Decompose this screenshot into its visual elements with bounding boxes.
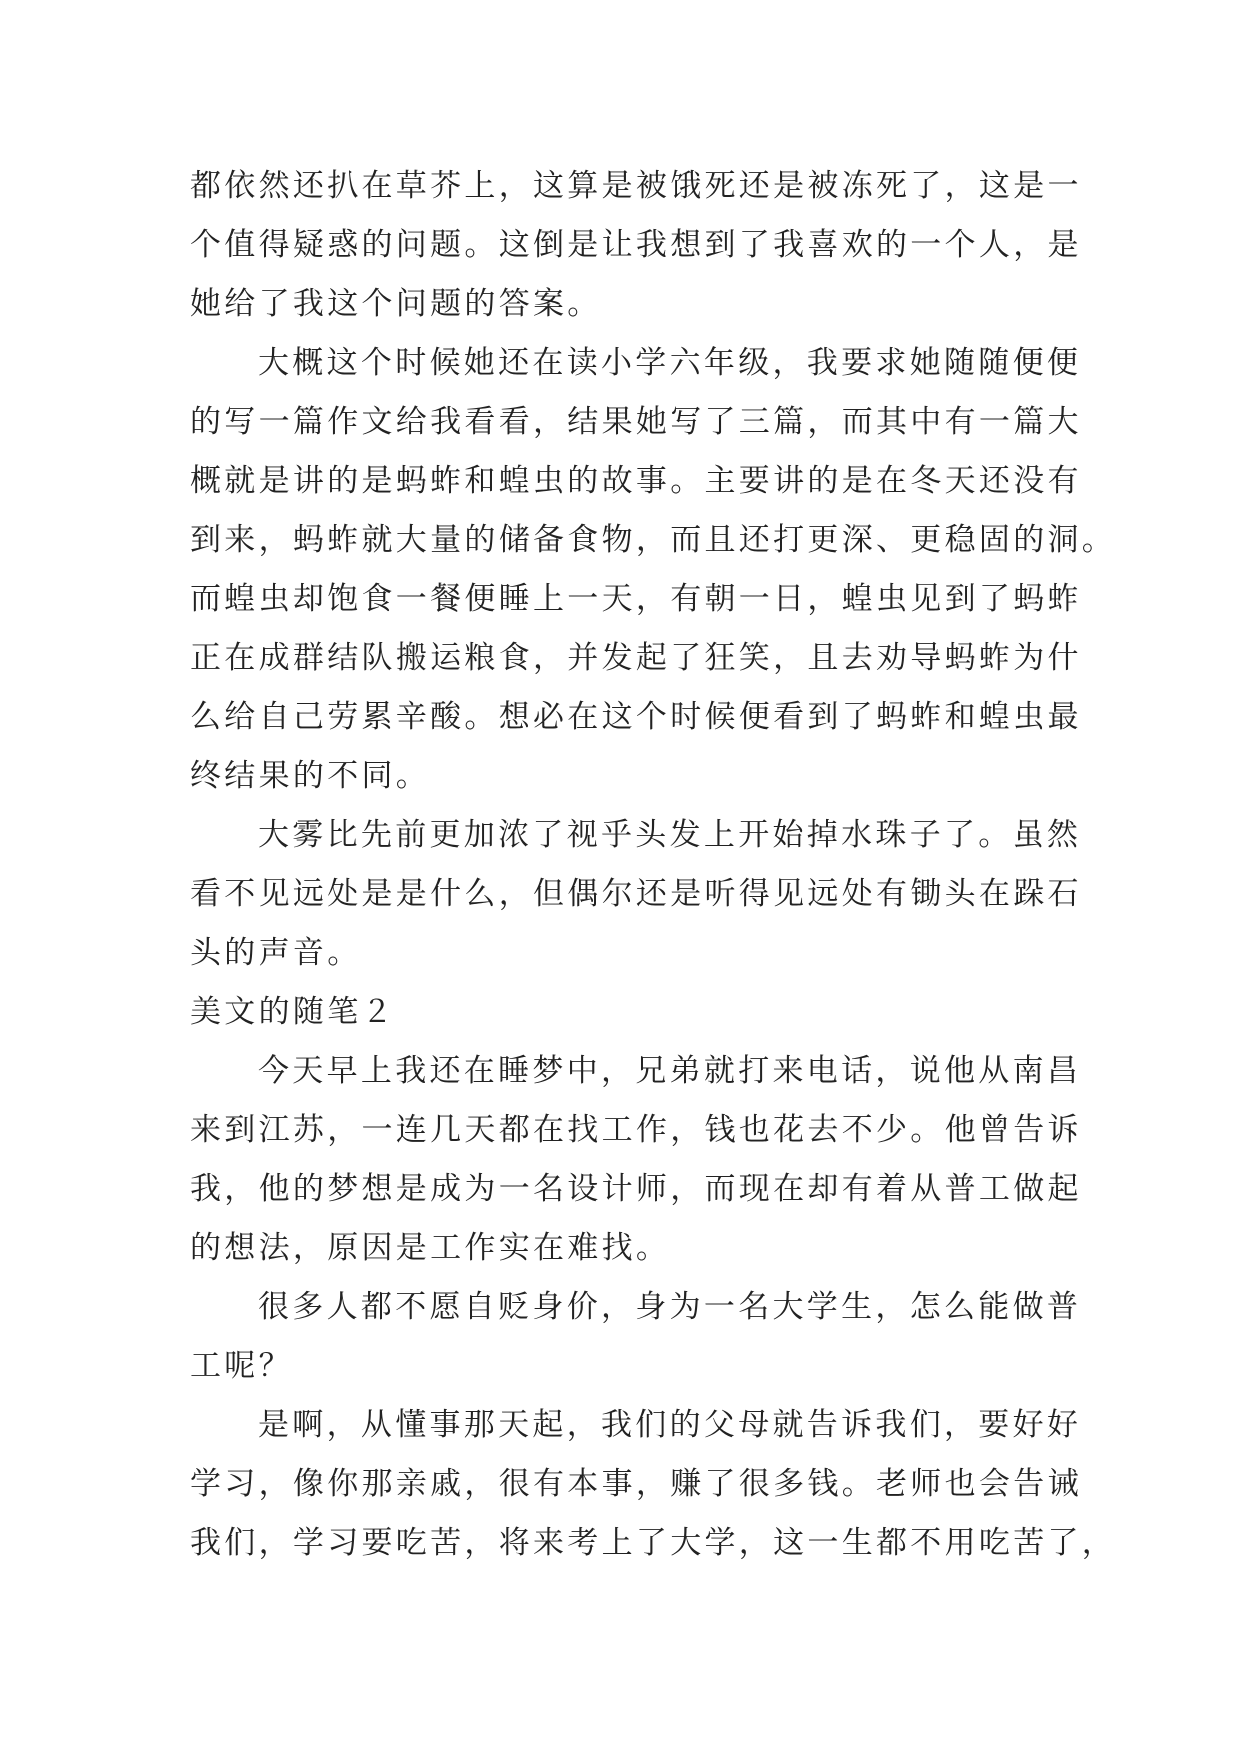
section-heading: 美文的随笔２ (190, 994, 396, 1030)
text-line: 正在成群结队搬运粮食，并发起了狂笑，且去劝导蚂蚱为什 (190, 640, 1082, 676)
text-line: 而蝗虫却饱食一餐便睡上一天，有朝一日，蝗虫见到了蚂蚱 (190, 581, 1082, 617)
paragraph (190, 806, 1082, 983)
paragraph (190, 157, 1082, 334)
paragraph (190, 1042, 1082, 1278)
paragraph (190, 1278, 1082, 1396)
text-line: 到来，蚂蚱就大量的储备食物，而且还打更深、更稳固的洞。 (190, 522, 1117, 558)
text-line: 大雾比先前更加浓了视乎头发上开始掉水珠子了。虽然 (258, 817, 1082, 853)
text-line: 头的声音。 (190, 935, 362, 971)
text-line: 是啊，从懂事那天起，我们的父母就告诉我们，要好好 (258, 1407, 1082, 1443)
text-line: 我，他的梦想是成为一名设计师，而现在却有着从普工做起 (190, 1171, 1082, 1207)
text-line: 我们，学习要吃苦，将来考上了大学，这一生都不用吃苦了， (190, 1525, 1117, 1561)
paragraph (190, 1396, 1117, 1573)
text-line: 终结果的不同。 (190, 758, 431, 794)
paragraph (190, 334, 1117, 806)
text-line: 学习，像你那亲戚，很有本事，赚了很多钱。老师也会告诫 (190, 1466, 1082, 1502)
text-line: 的写一篇作文给我看看，结果她写了三篇，而其中有一篇大 (190, 404, 1082, 440)
text-line: 很多人都不愿自贬身价，身为一名大学生，怎么能做普 (258, 1289, 1082, 1325)
text-line: 么给自己劳累辛酸。想必在这个时候便看到了蚂蚱和蝗虫最 (190, 699, 1082, 735)
text-line: 大概这个时候她还在读小学六年级，我要求她随随便便 (258, 345, 1082, 381)
text-line: 她给了我这个问题的答案。 (190, 286, 602, 322)
document-body (190, 157, 1117, 1573)
text-line: 的想法，原因是工作实在难找。 (190, 1230, 671, 1266)
text-line: 工呢？ (190, 1348, 293, 1384)
text-line: 概就是讲的是蚂蚱和蝗虫的故事。主要讲的是在冬天还没有 (190, 463, 1082, 499)
text-line: 都依然还扒在草芥上，这算是被饿死还是被冻死了，这是一 (190, 168, 1082, 204)
text-line: 来到江苏，一连几天都在找工作，钱也花去不少。他曾告诉 (190, 1112, 1082, 1148)
text-line: 看不见远处是是什么，但偶尔还是听得见远处有锄头在跺石 (190, 876, 1082, 912)
text-line: 个值得疑惑的问题。这倒是让我想到了我喜欢的一个人，是 (190, 227, 1082, 263)
text-line: 今天早上我还在睡梦中，兄弟就打来电话，说他从南昌 (258, 1053, 1082, 1089)
